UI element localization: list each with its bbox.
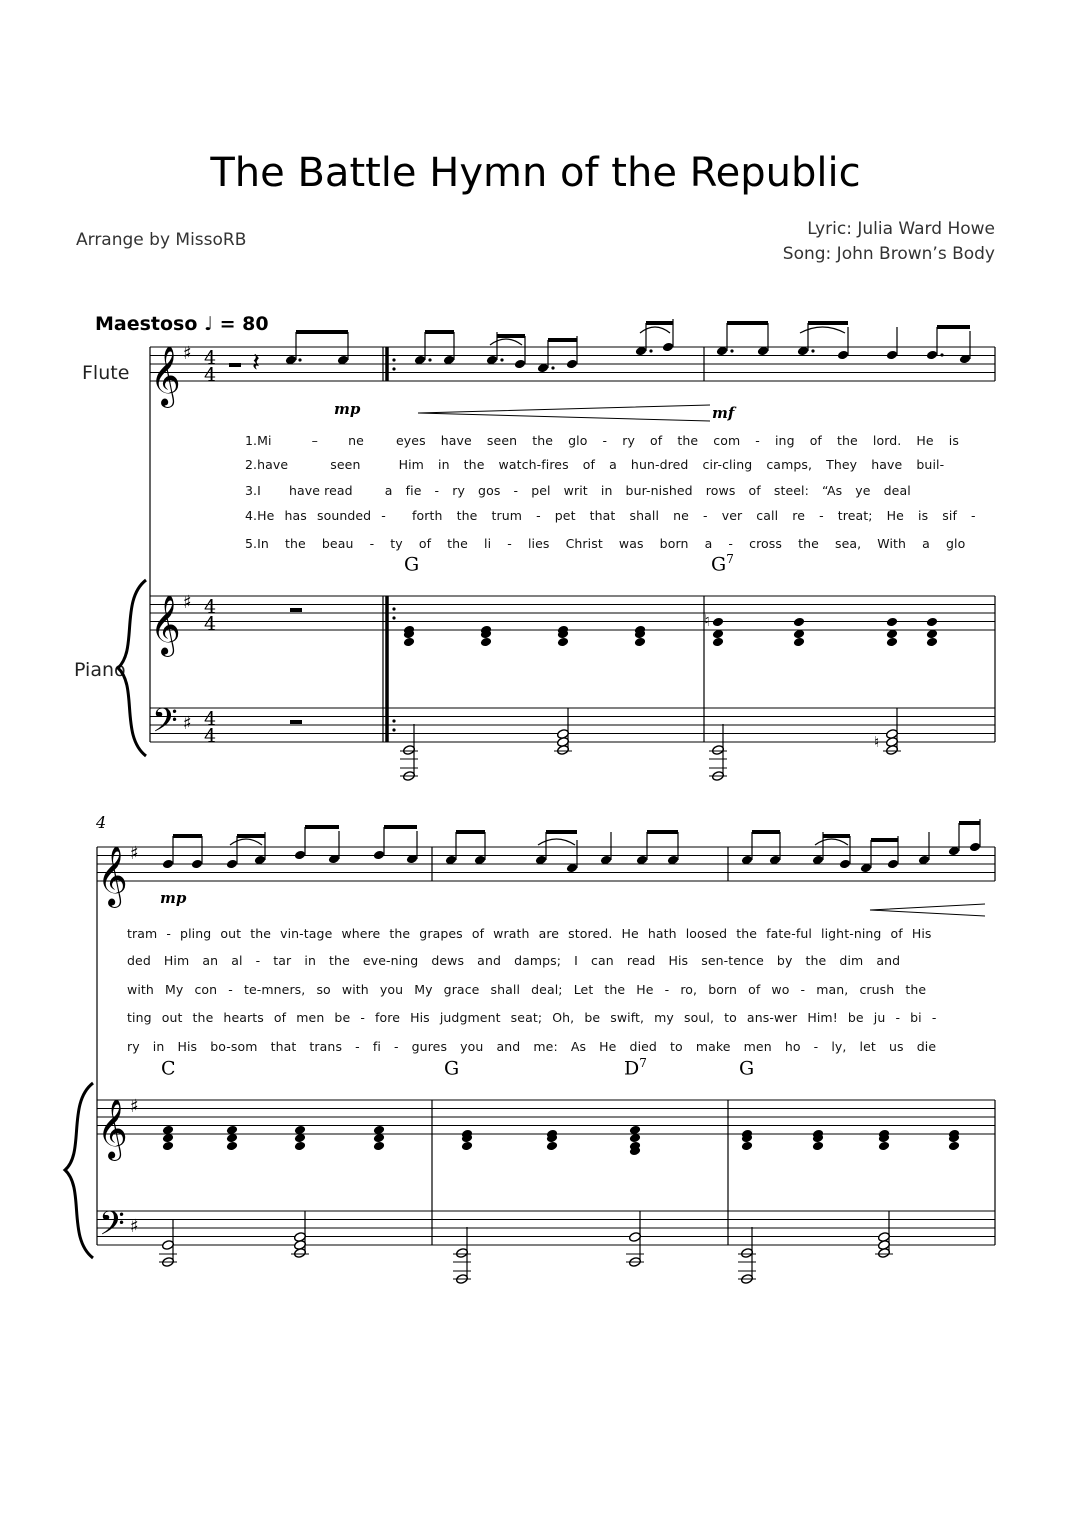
song-credit: Song: John Brown’s Body <box>782 244 995 264</box>
tempo-value: = 80 <box>219 313 269 335</box>
treble-clef-icon: 𝄞 <box>97 846 128 906</box>
chord-note <box>712 617 724 628</box>
chord-note <box>741 1141 753 1152</box>
dot <box>392 728 395 731</box>
note <box>969 842 981 853</box>
verse-2-line: 2.have seen Him in the watch-fires of a hun-dred cir-cling camps, They have buil- <box>245 457 945 472</box>
quarter-rest: 𝄽 <box>252 348 260 378</box>
lyricist-credit: Lyric: Julia Ward Howe <box>807 219 995 239</box>
chord-note <box>793 617 805 628</box>
verse-5-line: 5.In the beau - ty of the li - lies Christ was born a - cross the sea, With a glo <box>245 536 966 551</box>
chord-note <box>403 637 415 648</box>
dot <box>392 607 395 610</box>
beam <box>296 330 348 334</box>
beam <box>823 834 850 838</box>
beam <box>647 830 678 834</box>
crescendo-hairpin <box>870 904 985 916</box>
chord-symbol: G <box>444 1057 460 1080</box>
time-signature: 4 <box>204 364 217 386</box>
note <box>294 850 306 861</box>
note <box>566 359 578 370</box>
beam <box>456 830 485 834</box>
natural-icon: ♮ <box>704 611 710 630</box>
note <box>837 350 849 361</box>
treble-clef-icon: 𝄞 <box>150 595 181 655</box>
slur <box>815 839 848 845</box>
treble-clef-icon: 𝄞 <box>150 346 181 406</box>
beam <box>937 325 970 329</box>
beam <box>546 830 577 834</box>
beam <box>497 334 525 338</box>
beam <box>646 321 673 325</box>
dot <box>551 366 554 369</box>
verse-3-line: with My con - te-mners, so with you My grace shall deal; Let the He - ro, born of wo - man, crush the <box>127 982 927 997</box>
crescendo-hairpin <box>418 405 710 421</box>
beam <box>548 338 577 342</box>
chord-note <box>461 1141 473 1152</box>
beam <box>237 834 265 838</box>
brace-icon <box>118 580 146 756</box>
bass-clef-icon: 𝄢 <box>152 702 178 748</box>
chord-note <box>634 637 646 648</box>
time-signature: 4 <box>204 613 217 635</box>
time-signature: 4 <box>204 708 217 730</box>
chord-note <box>886 617 898 628</box>
sharp-icon: ♯ <box>130 1216 139 1237</box>
chord-note <box>793 637 805 648</box>
dot <box>428 358 431 361</box>
arranger-credit: Arrange by MissoRB <box>76 230 247 250</box>
dot <box>392 616 395 619</box>
beam <box>871 838 898 842</box>
verse-5-line: ry in His bo-som that trans - fi - gures you and me: As He died to make men ho - ly, let us die <box>127 1039 937 1054</box>
verse-3-line: 3.I have read a fie - ry gos - pel writ in bur-nished rows of steel: “As ye deal <box>245 483 911 498</box>
chord-note <box>546 1141 558 1152</box>
slur <box>538 839 575 845</box>
beam <box>173 834 202 838</box>
quarter-note-icon: ♩ <box>204 313 214 335</box>
chord-note <box>162 1141 174 1152</box>
chord-note <box>926 637 938 648</box>
verse-2-line: ded Him an al - tar in the eve-ning dews and damps; I can read His sen-tence by the dim and <box>127 953 901 968</box>
dot <box>730 349 733 352</box>
dot <box>392 719 395 722</box>
measure-number: 4 <box>96 813 107 832</box>
chord-note <box>294 1141 306 1152</box>
note <box>887 859 899 870</box>
beam <box>425 330 454 334</box>
time-signature: 4 <box>204 347 217 369</box>
slur <box>800 327 845 333</box>
dot <box>500 358 503 361</box>
verse-1-line: 1.Mi – ne eyes have seen the glo - ry of the com - ing of the lord. He is <box>245 433 959 448</box>
beam <box>959 821 980 825</box>
brace-icon <box>65 1083 93 1258</box>
dot <box>392 367 395 370</box>
chord-note <box>373 1141 385 1152</box>
dot <box>811 349 814 352</box>
chord-symbol: $D^7$ <box>624 1056 647 1080</box>
dynamic-mf: mf <box>712 404 735 422</box>
dynamic-mp-2: mp <box>160 889 187 907</box>
chord-symbol: C <box>161 1057 176 1080</box>
half-rest <box>229 363 241 367</box>
chord-note <box>480 637 492 648</box>
verse-4-line: 4.He has sounded - forth the trum - pet that shall ne - ver call re - treat; He is sif - <box>245 508 976 523</box>
dynamic-mp: mp <box>334 400 361 418</box>
sharp-icon: ♯ <box>183 592 192 613</box>
slur <box>230 839 262 845</box>
chord-symbol: $G^7$ <box>711 552 734 576</box>
note <box>662 342 674 353</box>
whole-rest <box>290 608 302 612</box>
dot <box>392 358 395 361</box>
chord-note <box>886 637 898 648</box>
slur <box>490 339 522 345</box>
chord-symbol: G <box>739 1057 755 1080</box>
sharp-icon: ♯ <box>130 843 139 864</box>
note <box>886 350 898 361</box>
beam <box>727 321 768 325</box>
dot <box>940 353 943 356</box>
note <box>514 359 526 370</box>
sharp-icon: ♯ <box>183 713 192 734</box>
time-signature: 4 <box>204 725 217 747</box>
note <box>373 850 385 861</box>
verse-1-line: tram - pling out the vin-tage where the grapes of wrath are stored. He hath loosed the fate-ful light-ning of His <box>127 926 932 941</box>
dot <box>649 349 652 352</box>
chord-note <box>712 637 724 648</box>
note <box>162 859 174 870</box>
beam <box>305 825 339 829</box>
whole-rest <box>290 720 302 724</box>
chord-note <box>878 1141 890 1152</box>
piano-label: Piano <box>74 659 126 681</box>
beam <box>752 830 780 834</box>
chord-note <box>926 617 938 628</box>
verse-4-line: ting out the hearts of men be - fore His judgment seat; Oh, be swift, my soul, to ans-wer Him! be ju - bi - <box>127 1010 937 1025</box>
note <box>839 859 851 870</box>
slur <box>640 327 670 333</box>
bass-clef-icon: 𝄢 <box>99 1205 125 1251</box>
beam <box>808 321 848 325</box>
chord-note <box>226 1141 238 1152</box>
chord-note <box>557 637 569 648</box>
chord-note <box>948 1141 960 1152</box>
chord-symbol: G <box>404 553 420 576</box>
score-title: The Battle Hymn of the Republic <box>210 150 861 196</box>
note <box>191 859 203 870</box>
chord-note <box>812 1141 824 1152</box>
tempo-text: Maestoso <box>95 313 198 335</box>
sharp-icon: ♯ <box>130 1096 139 1117</box>
time-signature: 4 <box>204 596 217 618</box>
beam <box>384 825 417 829</box>
flute-label: Flute <box>82 362 130 384</box>
note <box>226 859 238 870</box>
treble-clef-icon: 𝄞 <box>97 1099 128 1159</box>
note <box>926 350 938 361</box>
sharp-icon: ♯ <box>183 343 192 364</box>
natural-icon: ♮ <box>874 733 880 751</box>
dot <box>298 358 301 361</box>
